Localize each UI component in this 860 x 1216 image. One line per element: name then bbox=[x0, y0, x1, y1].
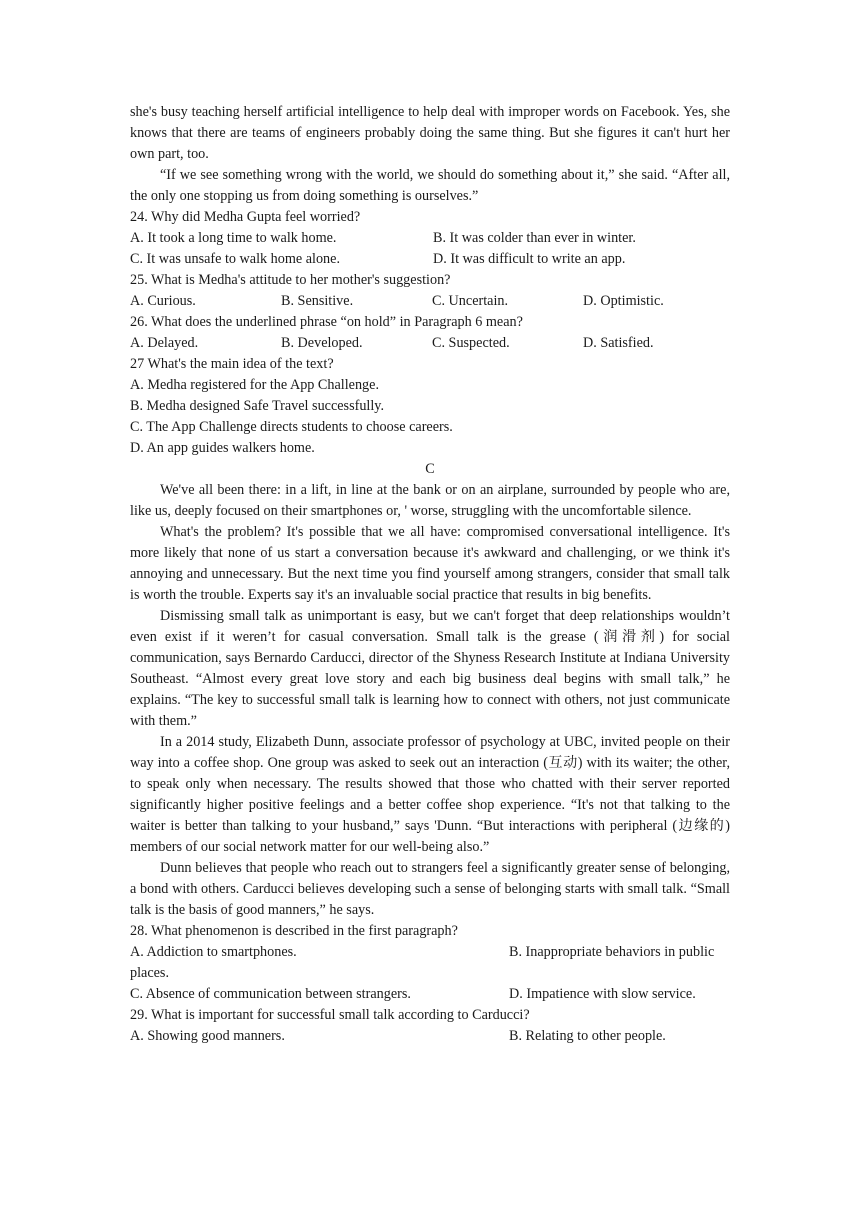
question-25-option-b: B. Sensitive. bbox=[281, 293, 354, 309]
question-28-option-a: A. Addiction to smartphones. bbox=[130, 944, 297, 960]
question-24-options-row-1 bbox=[130, 228, 730, 249]
question-28-option-b: B. Inappropriate behaviors in public bbox=[509, 944, 715, 960]
passage-paragraph-3: Dismissing small talk as unimportant is easy, but we can't forget that deep relationships wouldn’t even exist if it weren’t for casual conversation. Small talk is the grease (润滑剂) for social communication, says Bernardo Carducci, director of the Shyness Research Institute at Indiana University Southeast. “Almost every great love story and each big business deal begins with small talk,” he explains. “The key to successful small talk is learning how to connect with others, not just communicate with them.” bbox=[130, 608, 730, 729]
question-29-option-a: A. Showing good manners. bbox=[130, 1028, 285, 1044]
question-28-option-d: D. Impatience with slow service. bbox=[509, 986, 696, 1002]
document-page bbox=[130, 102, 730, 1047]
question-24-stem: 24. Why did Medha Gupta feel worried? bbox=[130, 209, 361, 225]
question-25-option-c: C. Uncertain. bbox=[432, 293, 509, 309]
passage-paragraph-5: Dunn believes that people who reach out to strangers feel a significantly greater sense of belonging, a bond with others. Carducci believes developing such a sense of belonging starts with small talk. “Small talk is the basis of good manners,” he says. bbox=[130, 860, 730, 918]
question-26-option-d: D. Satisfied. bbox=[583, 335, 654, 351]
question-28-stem: 28. What phenomenon is described in the first paragraph? bbox=[130, 923, 458, 939]
question-25-options bbox=[130, 291, 730, 312]
question-26-option-c: C. Suspected. bbox=[432, 335, 510, 351]
question-24-options-row-2 bbox=[130, 249, 730, 270]
question-27-stem: 27 What's the main idea of the text? bbox=[130, 356, 334, 372]
question-24-option-c: C. It was unsafe to walk home alone. bbox=[130, 251, 340, 267]
question-29-option-b: B. Relating to other people. bbox=[509, 1028, 666, 1044]
question-27-option-a: A. Medha registered for the App Challenge. bbox=[130, 377, 379, 393]
question-27-option-b: B. Medha designed Safe Travel successfully. bbox=[130, 398, 385, 414]
passage-paragraph-1: We've all been there: in a lift, in line at the bank or on an airplane, surrounded by people who are, like us, deeply focused on their smartphones or, ' worse, struggling with the uncomfortable silence. bbox=[130, 482, 730, 519]
intro-paragraph-1: she's busy teaching herself artificial intelligence to help deal with improper words on Facebook. Yes, she knows that there are teams of engineers probably doing the same thing. But she figures it can't hurt her own part, too. bbox=[130, 104, 730, 162]
question-24-option-b: B. It was colder than ever in winter. bbox=[433, 230, 636, 246]
question-25-option-d: D. Optimistic. bbox=[583, 293, 664, 309]
question-26-stem: 26. What does the underlined phrase “on hold” in Paragraph 6 mean? bbox=[130, 314, 523, 330]
question-27-option-d: D. An app guides walkers home. bbox=[130, 440, 315, 456]
question-24-option-d: D. It was difficult to write an app. bbox=[433, 251, 626, 267]
question-26-option-a: A. Delayed. bbox=[130, 335, 199, 351]
question-26-options bbox=[130, 333, 730, 354]
intro-paragraph-2: “If we see something wrong with the world, we should do something about it,” she said. “After all, the only one stopping us from doing something is ourselves.” bbox=[130, 167, 730, 204]
question-28-options-row-1 bbox=[130, 942, 730, 963]
question-25-stem: 25. What is Medha's attitude to her mother's suggestion? bbox=[130, 272, 451, 288]
question-28-option-b-continued: places. bbox=[130, 965, 169, 981]
question-28-option-c: C. Absence of communication between strangers. bbox=[130, 986, 411, 1002]
question-24-option-a: A. It took a long time to walk home. bbox=[130, 230, 337, 246]
section-heading: C bbox=[425, 461, 435, 477]
question-25-option-a: A. Curious. bbox=[130, 293, 196, 309]
question-27-option-c: C. The App Challenge directs students to choose careers. bbox=[130, 419, 453, 435]
passage-paragraph-2: What's the problem? It's possible that we all have: compromised conversational intelligence. It's more likely that none of us start a conversation because it's awkward and challenging, or we think it's annoying and unnecessary. But the next time you find yourself among strangers, consider that small talk is worth the trouble. Experts say it's an invaluable social practice that results in big benefits. bbox=[130, 524, 730, 603]
passage-paragraph-4: In a 2014 study, Elizabeth Dunn, associate professor of psychology at UBC, invited people on their way into a coffee shop. One group was asked to seek out an interaction (互动) with its waiter; the other, to speak only when necessary. The results showed that those who chatted with their server reported significantly higher positive feelings and a better coffee shop experience. “It's not that talking to the waiter is better than talking to your husband,” says 'Dunn. “But interactions with peripheral (边缘的) members of our social network matter for our well-being also.” bbox=[130, 734, 730, 855]
question-29-options-row-1 bbox=[130, 1026, 730, 1047]
question-28-options-row-2 bbox=[130, 984, 730, 1005]
question-29-stem: 29. What is important for successful small talk according to Carducci? bbox=[130, 1007, 530, 1023]
question-26-option-b: B. Developed. bbox=[281, 335, 363, 351]
